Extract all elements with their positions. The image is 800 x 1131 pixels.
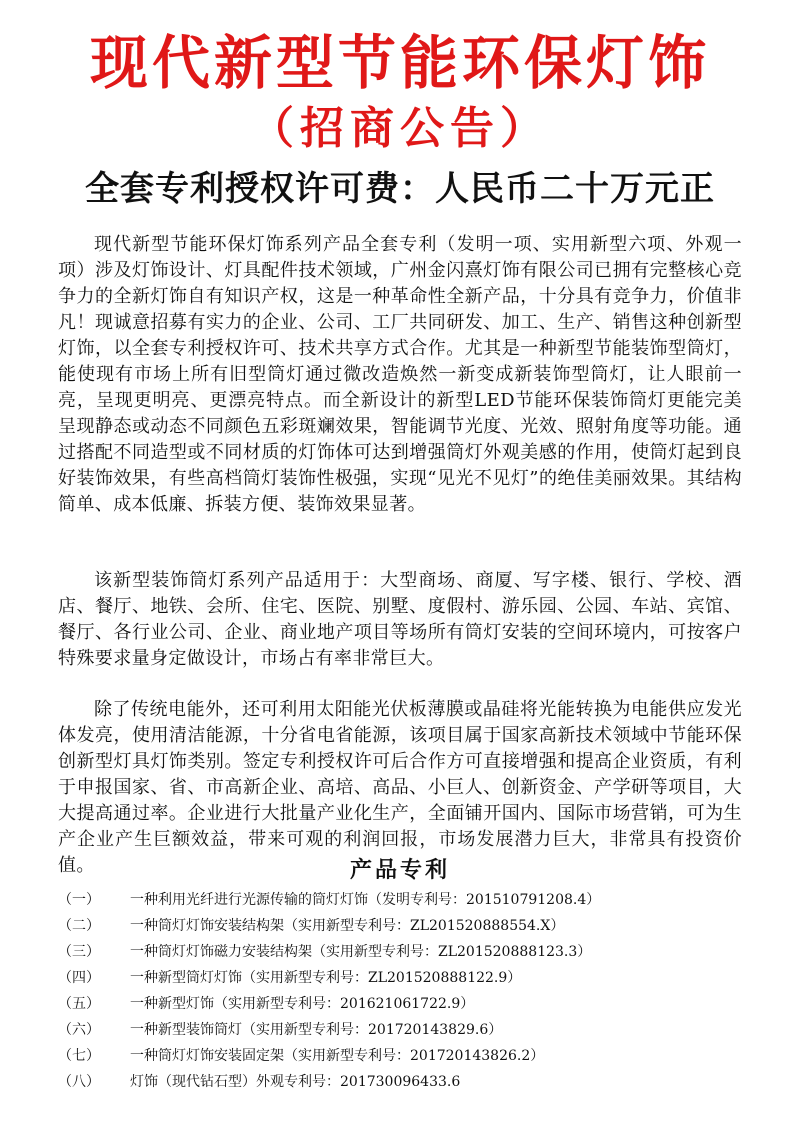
patent-number: （三） — [58, 944, 100, 960]
patent-name: 一种新型装饰筒灯（实用新型专利号：201720143829.6） — [130, 1022, 503, 1038]
energy-paragraph: 除了传统电能外，还可利用太阳能光伏板薄膜或晶硅将光能转换为电能供应发光体发亮，使用清洁能源，十分省电省能源，该项目属于国家高新技术领域中节能环保创新型灯具灯饰类别。签定专利授权许可后合作方可直接增强和提高企业资质，有利于申报国家、省、市高新企业、高培、高品、小巨人、创新资金、产学研等项目，大大提高通过率。企业进行大批量产业化生产，全面铺开国内、国际市场营销，可为生产企业产生巨额效益，带来可观的利润回报，市场发展潜力巨大，非常具有投资价值。 — [58, 699, 742, 876]
patent-name: 一种新型筒灯灯饰（实用新型专利号：ZL201520888122.9） — [130, 970, 522, 986]
patent-item — [58, 1043, 758, 1069]
patent-name: 一种筒灯灯饰安装固定架（实用新型专利号：201720143826.2） — [130, 1048, 545, 1064]
patent-item — [58, 991, 758, 1017]
patent-item — [58, 1017, 758, 1043]
patent-name: 灯饰（现代钻石型）外观专利号：201730096433.6 — [130, 1074, 461, 1090]
intro-paragraph: 现代新型节能环保灯饰系列产品全套专利（发明一项、实用新型六项、外观一项）涉及灯饰设计、灯具配件技术领域，广州金闪熹灯饰有限公司已拥有完整核心竞争力的全新灯饰自有知识产权，这是一种革命性全新产品，十分具有竞争力，价值非凡！现诚意招募有实力的企业、公司、工厂共同研发、加工、生产、销售这种创新型灯饰，以全套专利授权许可、技术共享方式合作。尤其是一种新型节能装饰型筒灯，能使现有市场上所有旧型筒灯通过微改造焕然一新变成新装饰型筒灯，让人眼前一亮，呈现更明亮、更漂亮特点。而全新设计的新型LED节能环保装饰筒灯更能完美呈现静态或动态不同颜色五彩斑斓效果，智能调节光度、光效、照射角度等功能。通过搭配不同造型或不同材质的灯饰体可达到增强筒灯外观美感的作用，使筒灯起到良好装饰效果，有些高档筒灯装饰性极强，实现“见光不见灯”的绝佳美丽效果。其结构简单、成本低廉、拆装方便、装饰效果显著。 — [58, 234, 742, 515]
license-fee-heading: 全套专利授权许可费：人民币二十万元正 — [85, 169, 715, 209]
patent-number: （一） — [58, 892, 100, 908]
patents-section-title: 产品专利 — [349, 857, 450, 883]
page-subtitle: （招商公告） — [250, 103, 550, 154]
patent-list — [58, 887, 758, 1095]
patent-item — [58, 1069, 758, 1095]
patent-item — [58, 887, 758, 913]
patent-number: （二） — [58, 918, 100, 934]
patent-name: 一种利用光纤进行光源传输的筒灯灯饰（发明专利号：201510791208.4） — [130, 892, 601, 908]
page-title: 现代新型节能环保灯饰 — [89, 29, 710, 97]
patent-number: （六） — [58, 1022, 100, 1038]
patent-item — [58, 913, 758, 939]
patent-item — [58, 939, 758, 965]
patent-number: （七） — [58, 1048, 100, 1064]
patent-item — [58, 965, 758, 991]
patent-number: （八） — [58, 1074, 100, 1090]
patent-number: （五） — [58, 996, 100, 1012]
patent-name: 一种筒灯灯饰磁力安装结构架（实用新型专利号：ZL201520888123.3） — [130, 944, 592, 960]
patent-number: （四） — [58, 970, 100, 986]
patent-name: 一种新型灯饰（实用新型专利号：201621061722.9） — [130, 996, 475, 1012]
application-paragraph: 该新型装饰筒灯系列产品适用于：大型商场、商厦、写字楼、银行、学校、酒店、餐厅、地铁、会所、住宅、医院、别墅、度假村、游乐园、公园、车站、宾馆、餐厅、各行业公司、企业、商业地产项目等场所有筒灯安装的空间环境内，可按客户特殊要求量身定做设计，市场占有率非常巨大。 — [58, 570, 742, 669]
patent-name: 一种筒灯灯饰安装结构架（实用新型专利号：ZL201520888554.X） — [130, 918, 565, 934]
